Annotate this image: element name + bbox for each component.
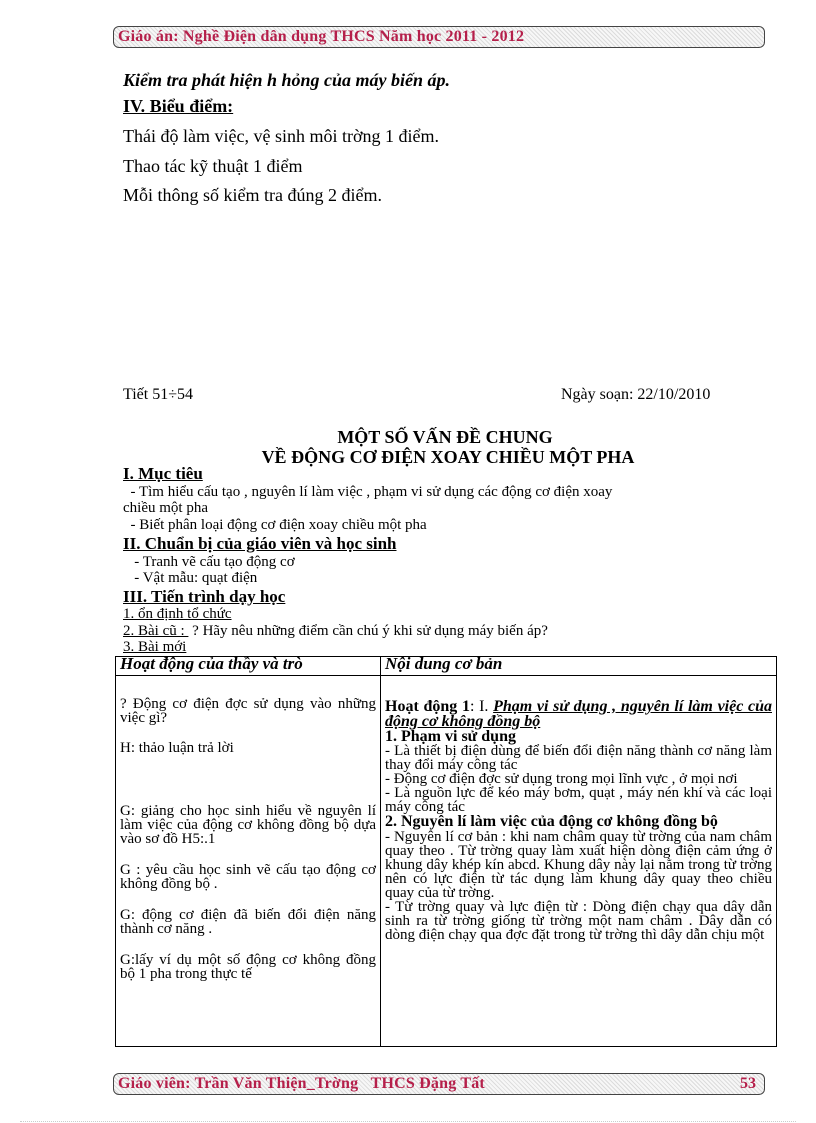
- left-item: G: giảng cho học sinh hiểu về nguyên lí làm việc của động cơ không đồng bộ dựa vào sơ đồ H5:.1: [120, 803, 376, 847]
- section-process: III. Tiến trình dạy học: [123, 587, 286, 606]
- bottom-divider: [20, 1121, 796, 1122]
- page-number: 53: [740, 1075, 756, 1092]
- old-lesson-label: 2. Bài cũ :: [123, 623, 189, 639]
- left-item: G : yêu cầu học sinh vẽ cấu tạo động cơ không đồng bộ .: [120, 862, 376, 892]
- content-paragraph: - Động cơ điện đợc sử dụng trong mọi lĩnh vực , ở mọi nơi: [385, 771, 738, 787]
- activity-heading: Hoạt động 1: I. Phạm vi sử dụng , nguyên lí làm việc của động cơ không đồng bộ: [385, 698, 772, 730]
- date-label: Ngày soạn: 22/10/2010: [561, 386, 711, 403]
- objective-line: chiều một pha: [123, 500, 208, 516]
- content-heading: 2. Nguyên lí làm việc của động cơ không đồng bộ: [385, 813, 718, 830]
- section-heading-iv: IV. Biểu điểm:: [123, 96, 234, 116]
- section-objectives: I. Mục tiêu: [123, 464, 203, 483]
- process-step: 3. Bài mới: [123, 639, 187, 655]
- process-step: [123, 624, 548, 639]
- left-item: G:lấy ví dụ một số động cơ không đồng bộ 1 pha trong thực tế: [120, 952, 376, 982]
- teacher-student-column: [116, 676, 381, 1047]
- content-paragraph: - Nguyên lí cơ bản : khi nam châm quay từ trờng của nam châm quay theo . Từ trờng quay làm xuất hiện dòng điện cảm ứng ở khung dây khép kín abcd. Khung dây này lại nằm trong từ trờng nên có lực điện từ tác dụng làm khung dây quay theo chiều quay của từ trờng.: [385, 829, 772, 901]
- content-column: [381, 676, 777, 1047]
- table-header-left: Hoạt động của thầy và trò: [116, 657, 381, 676]
- left-item: ? Động cơ điện đợc sử dụng vào những việc gì?: [120, 696, 376, 726]
- content-paragraph: - Là thiết bị điện dùng để biến đổi điện năng thành cơ năng làm thay đổi máy công tác: [385, 743, 772, 773]
- table-header-right: Nội dung cơ bản: [381, 657, 777, 676]
- footer-text: Giáo viên: Trần Văn Thiện_Trờng THCS Đặng Tất: [118, 1075, 485, 1092]
- period-label: Tiết 51÷54: [123, 386, 193, 403]
- lesson-title-line2: VỀ ĐỘNG CƠ ĐIỆN XOAY CHIỀU MỘT PHA: [261, 447, 635, 467]
- header-banner: [113, 26, 765, 48]
- objective-line: - Tìm hiểu cấu tạo , nguyên lí làm việc , phạm vi sử dụng các động cơ điện xoay: [123, 484, 613, 500]
- process-step: 1. ổn định tổ chức: [123, 606, 232, 622]
- check-line: Kiểm tra phát hiện h hỏng của máy biến áp.: [123, 70, 451, 90]
- left-item: G: động cơ điện đã biến đổi điện năng thành cơ năng .: [120, 907, 376, 937]
- content-paragraph: - Là nguồn lực để kéo máy bơm, quạt , máy nén khí và các loại máy công tác: [385, 785, 772, 815]
- score-item: Thái độ làm việc, vệ sinh môi trờng 1 điểm.: [123, 126, 439, 146]
- preparation-line: - Tranh vẽ cấu tạo động cơ: [123, 554, 295, 570]
- score-item: Thao tác kỹ thuật 1 điểm: [123, 156, 303, 176]
- left-item: H: thảo luận trả lời: [120, 740, 234, 756]
- lesson-table: [115, 656, 777, 1047]
- content-heading: 1. Phạm vi sử dụng: [385, 728, 516, 745]
- section-preparation: II. Chuẩn bị của giáo viên và học sinh: [123, 534, 397, 553]
- content-paragraph: - Từ trờng quay và lực điện từ : Dòng điện chạy qua dây dẫn sinh ra từ trờng giống từ trờng một nam châm . Dây dẫn có dòng điện chạy qua đợc đặt trong từ trờng thì dây dẫn chịu một: [385, 899, 772, 943]
- preparation-line: - Vật mẫu: quạt điện: [123, 570, 258, 586]
- old-lesson-question: ? Hãy nêu những điểm cần chú ý khi sử dụng máy biến áp?: [188, 623, 548, 639]
- header-text: Giáo án: Nghề Điện dân dụng THCS Năm học 2011 - 2012: [118, 28, 525, 45]
- objective-line: - Biết phân loại động cơ điện xoay chiều một pha: [123, 517, 427, 533]
- score-item: Mỗi thông số kiểm tra đúng 2 điểm.: [123, 185, 382, 205]
- footer-banner: [113, 1073, 765, 1095]
- lesson-title-line1: MỘT SỐ VẤN ĐỀ CHUNG: [337, 427, 553, 447]
